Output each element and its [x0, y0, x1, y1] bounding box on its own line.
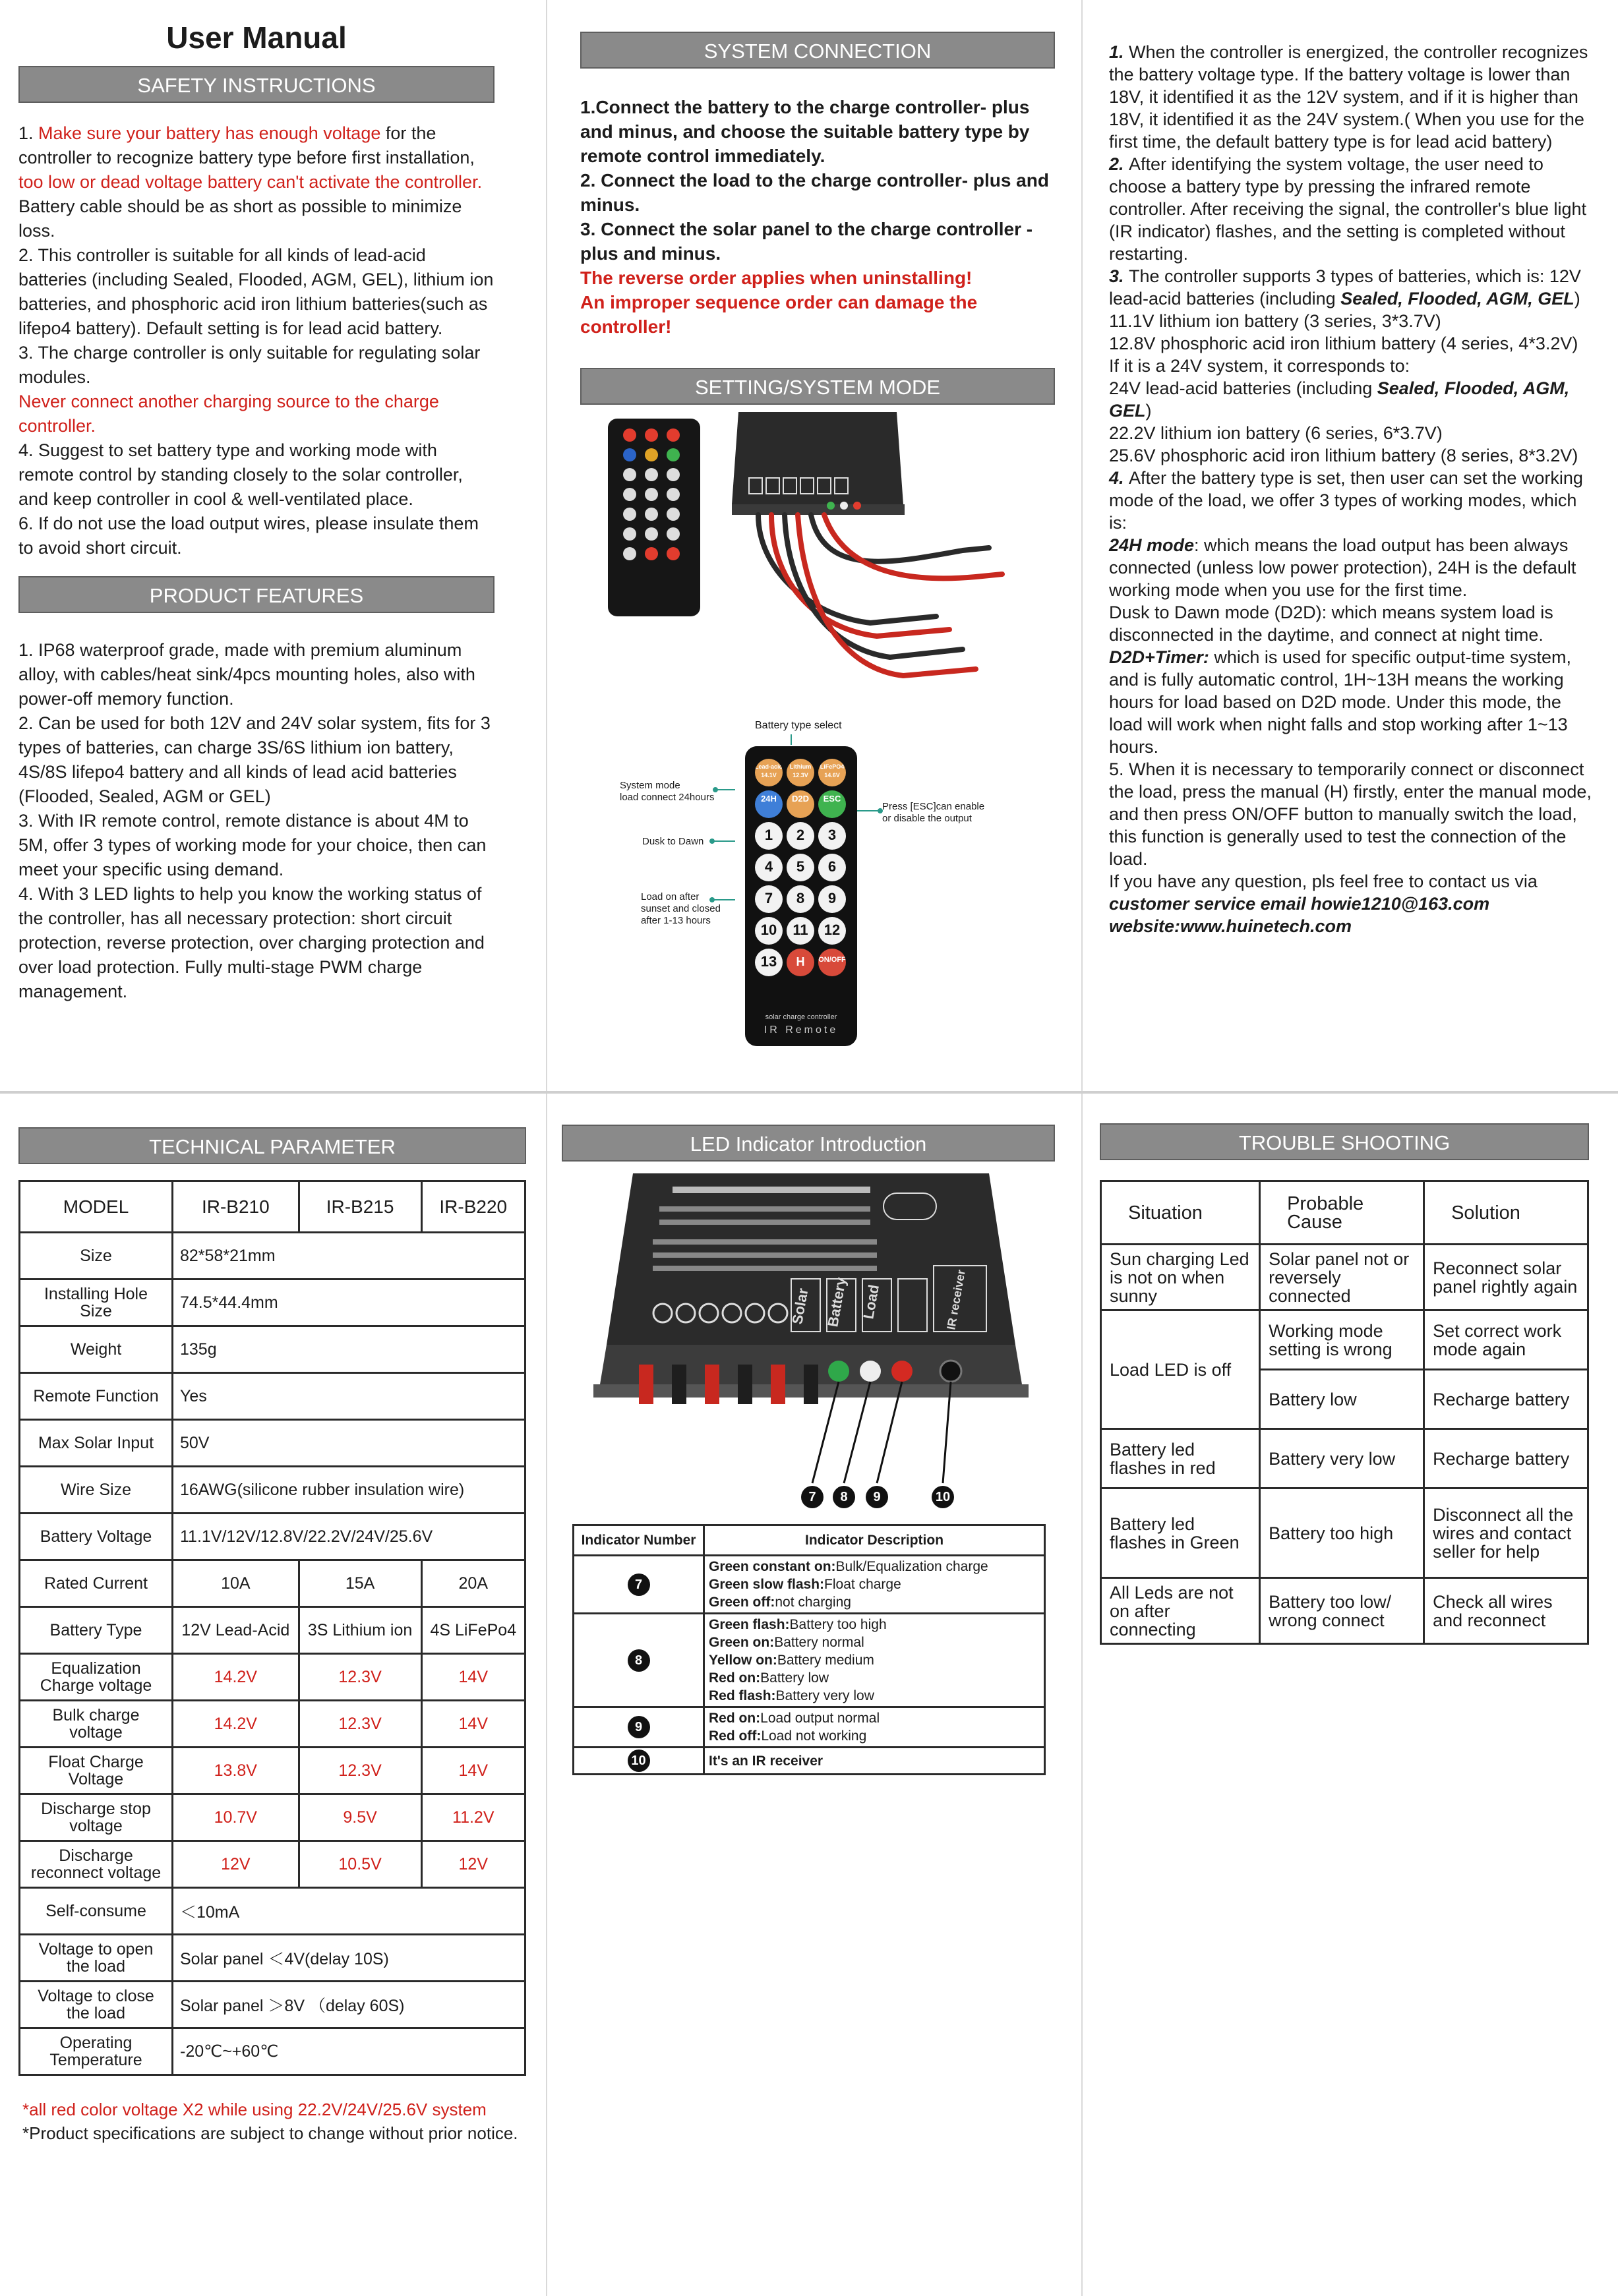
tech-value: 50V [173, 1420, 525, 1467]
tech-row [20, 1560, 525, 1607]
col3-instructions [1109, 41, 1597, 937]
remote-number-key-8[interactable]: 8 [787, 885, 814, 913]
remote-number-key-6[interactable]: 6 [818, 854, 846, 881]
text-run: Sealed, Flooded, AGM, GEL [1340, 289, 1574, 309]
indicator-number [574, 1748, 704, 1775]
indicator-line [709, 1558, 1040, 1575]
tech-value: 11.1V/12V/12.8V/22.2V/24V/25.6V [173, 1514, 525, 1560]
indicator-state: Green slow flash: [709, 1577, 825, 1592]
trouble-row [1101, 1578, 1588, 1644]
text-run: ) [1145, 401, 1152, 421]
indicator-row [574, 1748, 1045, 1775]
indicator-description [704, 1748, 1045, 1775]
indicator-line [709, 1709, 1040, 1727]
tech-value: 14V [421, 1701, 525, 1748]
remote-battery-key-1[interactable]: Lead-acid 14.1V [755, 759, 783, 786]
tech-label: Bulk charge voltage [20, 1701, 173, 1748]
indicator-line [709, 1687, 1040, 1705]
tech-row [20, 1748, 525, 1794]
remote-number-key-1[interactable]: 1 [755, 822, 783, 850]
text-run: 6. If do not use the load output wires, please insulate them to avoid short circuit. [18, 514, 479, 558]
text-run: 24V lead-acid batteries (including [1109, 378, 1377, 398]
feature-item: 4. With 3 LED lights to help you know the working status of the controller, has all necessary protection: short circuit protection, reverse protection, over charging protection and over load protection. Fully multi-stage PWM charge management. [18, 884, 485, 1001]
tech-value: 74.5*44.4mm [173, 1280, 525, 1326]
tech-value: 12.3V [299, 1701, 421, 1748]
safety-item [18, 243, 494, 341]
indicator-meaning: Load not working [761, 1728, 867, 1744]
remote-body [745, 746, 857, 1046]
tech-label: Remote Function [20, 1373, 173, 1420]
trouble-cell: Battery too high [1260, 1488, 1424, 1578]
indicator-meaning: Battery normal [774, 1635, 864, 1650]
indicator-meaning: Load output normal [760, 1711, 880, 1726]
remote-onoff-key[interactable]: ON/OFF [818, 949, 846, 976]
label-system-mode: System mode load connect 24hours [620, 780, 715, 803]
indicator-meaning: Battery low [760, 1670, 829, 1686]
text-run: After the battery type is set, then user can set the working mode of the load, we offer 3 types of working modes, which is: [1109, 468, 1583, 533]
trouble-cell: Reconnect solar panel rightly again [1424, 1245, 1588, 1310]
indicator-line [709, 1593, 1040, 1611]
tech-param-header: TECHNICAL PARAMETER [18, 1127, 526, 1164]
text-run: Never connect another charging source to the charge controller. [18, 392, 439, 436]
connection-step: 1.Connect the battery to the charge controller- plus and minus, and choose the suitable battery type by remote control immediately. [580, 97, 1030, 166]
trouble-cell: Battery very low [1260, 1429, 1424, 1488]
indicator-state: Red off: [709, 1728, 762, 1744]
indicator-description [704, 1707, 1045, 1748]
remote-number-key-9[interactable]: 9 [818, 885, 846, 913]
text-run: 3. The charge controller is only suitable for regulating solar modules. [18, 343, 481, 387]
connection-warning: The reverse order applies when uninstalling! [580, 268, 973, 288]
indicator-description [704, 1556, 1045, 1614]
remote-number-key-10[interactable]: 10 [755, 917, 783, 945]
indicator-line [709, 1727, 1040, 1745]
tech-label: Max Solar Input [20, 1420, 173, 1467]
safety-item [18, 341, 494, 390]
tech-row [20, 1280, 525, 1326]
connection-step: 2. Connect the load to the charge controller- plus and minus. [580, 170, 1049, 215]
trouble-cell: All Leds are not on after connecting [1101, 1578, 1260, 1644]
tech-value: 12.3V [299, 1654, 421, 1701]
indicator-number [574, 1707, 704, 1748]
trouble-cell: Battery led flashes in red [1101, 1429, 1260, 1488]
indicator-state: Red on: [709, 1711, 761, 1726]
instruction-paragraph [1109, 467, 1597, 534]
model-name: IR-B220 [421, 1181, 525, 1233]
remote-diagram [613, 712, 1022, 1048]
tech-value: ＜10mA [173, 1888, 525, 1935]
text-run: 4. Suggest to set battery type and working mode with remote control by standing closely to the solar controller, and keep controller in cool & well-ventilated place. [18, 440, 463, 509]
instruction-paragraph [1109, 893, 1597, 915]
led-term-load: Load [860, 1283, 883, 1320]
text-run: 2. This controller is suitable for all kinds of lead-acid batteries (including Sealed, Flooded, AGM, GEL), lithium ion batteries, and phosphoric acid iron lithium batteries(such as lifepo4 battery). Default setting is for lead acid battery. [18, 245, 494, 338]
feature-item: 2. Can be used for both 12V and 24V solar system, fits for 3 types of batteries, can charge 3S/6S lithium ion battery, 4S/8S lifepo4 battery and all kinds of lead acid batteries (Flooded, Sealed, AGM or GEL) [18, 713, 491, 806]
tech-value: 12V [421, 1841, 525, 1888]
remote-battery-key-2[interactable]: Lithium 12.3V [787, 759, 814, 786]
led-term-solar: Solar [789, 1287, 812, 1326]
tech-row [20, 1467, 525, 1514]
connection-warnings [580, 266, 1055, 339]
tech-value: 14.2V [173, 1654, 299, 1701]
tech-value: Solar panel ＞8V （delay 60S) [173, 1982, 525, 2028]
text-run: website:www.huinetech.com [1109, 916, 1352, 936]
tech-label: Voltage to close the load [20, 1982, 173, 2028]
indicator-header: Indicator Number [574, 1525, 704, 1556]
indicator-number-dot: 7 [628, 1574, 650, 1596]
text-run: 11.1V lithium ion battery (3 series, 3*3.7V) [1109, 311, 1441, 331]
tech-label: Installing Hole Size [20, 1280, 173, 1326]
tech-value: 12V Lead-Acid [173, 1607, 299, 1654]
indicator-meaning: Bulk/Equalization charge [835, 1559, 988, 1574]
tech-value: 82*58*21mm [173, 1233, 525, 1280]
tech-notes [22, 2098, 524, 2145]
text-run: 1. [1109, 42, 1129, 62]
tech-row [20, 1888, 525, 1935]
remote-keypad [753, 757, 849, 978]
tech-row [20, 1841, 525, 1888]
tech-label: Rated Current [20, 1560, 173, 1607]
trouble-cell: Disconnect all the wires and contact seller for help [1424, 1488, 1588, 1578]
instruction-paragraph [1109, 870, 1597, 893]
remote-number-key-4[interactable]: 4 [755, 854, 783, 881]
trouble-header-row [1101, 1181, 1588, 1245]
text-run: : which means the load output has been always connected (unless low power protection), 24H is the default working mode when you use for the first time. [1109, 535, 1576, 600]
tech-label: Wire Size [20, 1467, 173, 1514]
text-run: 3. [1109, 266, 1129, 286]
remote-number-key-11[interactable]: 11 [787, 917, 814, 945]
text-run: customer service email howie1210@163.com [1109, 894, 1490, 914]
fold-line-horizontal [0, 1091, 1618, 1094]
callout-8: 8 [833, 1486, 855, 1508]
connection-steps [580, 95, 1055, 266]
tech-label: Discharge reconnect voltage [20, 1841, 173, 1888]
text-run: Dusk to Dawn mode (D2D): which means system load is disconnected in the daytime, and connect at night time. [1109, 603, 1553, 645]
fold-line-2 [1081, 0, 1083, 2296]
instruction-paragraph [1109, 355, 1597, 377]
tech-label: Self-consume [20, 1888, 173, 1935]
trouble-cell: Recharge battery [1424, 1429, 1588, 1488]
tech-row [20, 1514, 525, 1560]
tech-label: Voltage to open the load [20, 1935, 173, 1982]
text-run: 5. When it is necessary to temporarily connect or disconnect the load, press the manual (H) firstly, enter the manual mode, and then press ON/OFF button to manually switch the load, this function is generally used to test the connection of the load. [1109, 759, 1592, 869]
tech-note-red: *all red color voltage X2 while using 22.2V/24V/25.6V system [22, 2100, 487, 2119]
tech-value: 3S Lithium ion [299, 1607, 421, 1654]
text-run: 12.8V phosphoric acid iron lithium battery (4 series, 4*3.2V) [1109, 334, 1578, 353]
tech-value: 4S LiFePo4 [421, 1607, 525, 1654]
tech-row [20, 1982, 525, 2028]
tech-row [20, 1233, 525, 1280]
tech-value: 10.7V [173, 1794, 299, 1841]
feature-item: 1. IP68 waterproof grade, made with premium aluminum alloy, with cables/heat sink/4pcs mounting holes, also with power-off memory function. [18, 640, 475, 709]
tech-row [20, 1701, 525, 1748]
features-header: PRODUCT FEATURES [18, 576, 494, 613]
safety-item [18, 512, 494, 560]
trouble-row [1101, 1488, 1588, 1578]
instruction-paragraph [1109, 377, 1597, 422]
trouble-cell: Load LED is off [1101, 1310, 1260, 1429]
remote-number-key-7[interactable]: 7 [755, 885, 783, 913]
tech-note-spec: *Product specifications are subject to change without prior notice. [22, 2123, 518, 2143]
tech-row [20, 1794, 525, 1841]
tech-value: 14V [421, 1654, 525, 1701]
tech-value: 16AWG(silicone rubber insulation wire) [173, 1467, 525, 1514]
indicator-number-dot: 10 [628, 1750, 650, 1772]
tech-value: 135g [173, 1326, 525, 1373]
page-title: User Manual [166, 20, 347, 55]
tech-value: 10A [173, 1560, 299, 1607]
col1-top [18, 20, 494, 1004]
indicator-number-dot: 9 [628, 1716, 650, 1738]
remote-manual-h-key[interactable]: H [787, 949, 814, 976]
trouble-row [1101, 1429, 1588, 1488]
safety-instructions [18, 121, 494, 560]
instruction-paragraph [1109, 915, 1597, 937]
indicator-state: Green flash: [709, 1617, 790, 1632]
remote-number-key-5[interactable]: 5 [787, 854, 814, 881]
trouble-row [1101, 1310, 1588, 1370]
tech-value: 11.2V [421, 1794, 525, 1841]
instruction-paragraph [1109, 444, 1597, 467]
indicator-description [704, 1614, 1045, 1707]
trouble-cell: Set correct work mode again [1424, 1310, 1588, 1370]
indicator-meaning: Battery medium [777, 1653, 874, 1668]
system-connection-header: SYSTEM CONNECTION [580, 32, 1055, 69]
remote-sub-label: solar charge controller [765, 1013, 837, 1021]
trouble-header: Situation [1101, 1181, 1260, 1245]
indicator-line [709, 1669, 1040, 1687]
instruction-paragraph [1109, 332, 1597, 355]
indicator-table [572, 1524, 1046, 1775]
tech-value: 14.2V [173, 1701, 299, 1748]
indicator-state: Red on: [709, 1670, 761, 1686]
trouble-cell: Battery too low/ wrong connect [1260, 1578, 1424, 1644]
callout-9: 9 [866, 1486, 888, 1508]
instruction-paragraph [1109, 422, 1597, 444]
feature-item: 3. With IR remote control, remote distance is about 4M to 5M, offer 3 types of working mode for your choice, then can meet your specific using demand. [18, 811, 487, 879]
tech-value: 10.5V [299, 1841, 421, 1888]
indicator-meaning: not charging [775, 1595, 851, 1610]
remote-number-key-12[interactable]: 12 [818, 917, 846, 945]
tech-label: Discharge stop voltage [20, 1794, 173, 1841]
instruction-paragraph [1109, 310, 1597, 332]
instruction-paragraph [1109, 758, 1597, 870]
trouble-table [1100, 1180, 1589, 1645]
indicator-state: Yellow on: [709, 1653, 777, 1668]
indicator-meaning: Battery very low [775, 1688, 874, 1703]
model-name: IR-B215 [299, 1181, 421, 1233]
controller-photo-wires [758, 515, 1002, 676]
indicator-header: Indicator Description [704, 1525, 1045, 1556]
trouble-header: Solution [1424, 1181, 1588, 1245]
model-label: MODEL [20, 1181, 173, 1233]
trouble-cell: Check all wires and reconnect [1424, 1578, 1588, 1644]
label-dusk-to-dawn: Dusk to Dawn [642, 836, 704, 847]
label-load-after: Load on after sunset and closed after 1-13 hours [641, 891, 721, 926]
text-run: Make sure your battery has enough voltage [38, 123, 381, 143]
callout-7: 7 [801, 1486, 824, 1508]
trouble-row [1101, 1245, 1588, 1310]
trouble-cell: Recharge battery [1424, 1370, 1588, 1429]
instruction-paragraph [1109, 534, 1597, 601]
text-run: If you have any question, pls feel free to contact us via [1109, 871, 1538, 891]
safety-item [18, 121, 494, 243]
safety-item [18, 390, 494, 438]
tech-row [20, 2028, 525, 2075]
tech-value: 15A [299, 1560, 421, 1607]
indicator-state: It's an IR receiver [709, 1753, 824, 1769]
trouble-header: TROUBLE SHOOTING [1100, 1123, 1589, 1160]
tech-label: Battery Voltage [20, 1514, 173, 1560]
text-run: If it is a 24V system, it corresponds to: [1109, 356, 1410, 376]
text-run: The controller supports 3 types of batteries, which is: 12V lead-acid batteries (including [1109, 266, 1581, 309]
safety-item [18, 438, 494, 512]
tech-label: Operating Temperature [20, 2028, 173, 2075]
indicator-meaning: Battery too high [789, 1617, 887, 1632]
text-run: 1. [18, 123, 39, 143]
indicator-row [574, 1556, 1045, 1614]
model-name: IR-B210 [173, 1181, 299, 1233]
indicator-meaning: Float charge [824, 1577, 901, 1592]
text-run: 24H mode [1109, 535, 1195, 555]
text-run: 2. [1109, 154, 1129, 174]
remote-battery-key-3[interactable]: LiFePO4 14.6V [818, 759, 846, 786]
text-run: which is used for specific output-time system, and is fully automatic control, 1H~13H means the working hours for load based on D2D mode. Under this mode, the load will work when night falls and stop working after 1~13 hours. [1109, 647, 1572, 757]
tech-value: 13.8V [173, 1748, 299, 1794]
text-run: 4. [1109, 468, 1129, 488]
text-run: 25.6V phosphoric acid iron lithium battery (8 series, 8*3.2V) [1109, 446, 1578, 465]
tech-header-row [20, 1181, 525, 1233]
tech-value: 20A [421, 1560, 525, 1607]
connection-warning: An improper sequence order can damage the controller! [580, 292, 978, 337]
tech-row [20, 1373, 525, 1420]
remote-24h-key[interactable]: 24H [755, 790, 783, 818]
led-term-battery: Battery [824, 1276, 850, 1328]
text-run: After identifying the system voltage, the user need to choose a battery type by pressing the infrared remote controller. After receiving the signal, the controller's blue light (IR indicator) flashes, and the setting is completed without restarting. [1109, 154, 1587, 264]
tech-value: 9.5V [299, 1794, 421, 1841]
instruction-paragraph [1109, 601, 1597, 646]
led-controller-photo [593, 1167, 1029, 1510]
tech-label: Size [20, 1233, 173, 1280]
tech-value: 12V [173, 1841, 299, 1888]
remote-number-key-2[interactable]: 2 [787, 822, 814, 850]
indicator-line [709, 1575, 1040, 1593]
tech-row [20, 1326, 525, 1373]
indicator-line [709, 1651, 1040, 1669]
led-header: LED Indicator Introduction [562, 1125, 1055, 1162]
text-run: too low or dead voltage battery can't activate the controller. [18, 172, 483, 192]
trouble-cell: Sun charging Led is not on when sunny [1101, 1245, 1260, 1310]
indicator-row [574, 1707, 1045, 1748]
text-run: Battery cable should be as short as possible to minimize loss. [18, 196, 462, 241]
tech-value: -20℃~+60℃ [173, 2028, 525, 2075]
tech-param-table [18, 1180, 526, 2076]
remote-d2d-key[interactable]: D2D [787, 790, 814, 818]
indicator-number [574, 1614, 704, 1707]
trouble-cell: Battery led flashes in Green [1101, 1488, 1260, 1578]
tech-label: Equalization Charge voltage [20, 1654, 173, 1701]
tech-row [20, 1935, 525, 1982]
tech-row [20, 1420, 525, 1467]
indicator-line [709, 1616, 1040, 1634]
indicator-number-dot: 8 [628, 1649, 650, 1672]
instruction-paragraph [1109, 265, 1597, 310]
tech-label: Weight [20, 1326, 173, 1373]
instruction-paragraph [1109, 153, 1597, 265]
remote-esc-key[interactable]: ESC [818, 790, 846, 818]
indicator-state: Red flash: [709, 1688, 776, 1703]
callout-10: 10 [932, 1486, 954, 1508]
tech-label: Float Charge Voltage [20, 1748, 173, 1794]
instruction-paragraph [1109, 646, 1597, 758]
trouble-cell: Solar panel not or reversely connected [1260, 1245, 1424, 1310]
col2-top [580, 32, 1055, 405]
remote-number-key-3[interactable]: 3 [818, 822, 846, 850]
tech-value: Solar panel ＜4V(delay 10S) [173, 1935, 525, 1982]
tech-value: Yes [173, 1373, 525, 1420]
text-run: 22.2V lithium ion battery (6 series, 6*3.7V) [1109, 423, 1443, 443]
indicator-line [709, 1634, 1040, 1651]
indicator-state: Green on: [709, 1635, 775, 1650]
instruction-paragraph [1109, 41, 1597, 153]
remote-number-key-13[interactable]: 13 [755, 949, 783, 976]
tech-row [20, 1607, 525, 1654]
text-run: D2D+Timer: [1109, 647, 1209, 667]
trouble-header: Probable Cause [1260, 1181, 1424, 1245]
text-run: When the controller is energized, the controller recognizes the battery voltage type. If the battery voltage is lower than 18V, it identified it as the 12V system, and if it is higher than 18V, it identified it as the 24V system.( When you use for the first time, the default battery type is for lead acid battery) [1109, 42, 1588, 152]
safety-header: SAFETY INSTRUCTIONS [18, 66, 494, 103]
indicator-header-row [574, 1525, 1045, 1556]
connection-step: 3. Connect the solar panel to the charge controller - plus and minus. [580, 219, 1033, 264]
setting-mode-header: SETTING/SYSTEM MODE [580, 368, 1055, 405]
indicator-number [574, 1556, 704, 1614]
text-run: Sealed, Flooded, AGM, GEL [1109, 378, 1570, 421]
led-term-ir-receiver: IR receiver [944, 1268, 968, 1331]
tech-label: Battery Type [20, 1607, 173, 1654]
label-battery-type-select: Battery type select [755, 720, 842, 731]
product-features [18, 638, 494, 1004]
indicator-row [574, 1614, 1045, 1707]
tech-value: 14V [421, 1748, 525, 1794]
tech-row [20, 1654, 525, 1701]
product-photo [593, 399, 1029, 695]
tech-value: 12.3V [299, 1748, 421, 1794]
indicator-state: Green constant on: [709, 1559, 836, 1574]
indicator-state: Green off: [709, 1595, 775, 1610]
text-run: for the controller to recognize battery type before first installation, [18, 123, 475, 167]
remote-footer-label: IR Remote [764, 1024, 839, 1036]
trouble-cell: Working mode setting is wrong [1260, 1310, 1424, 1370]
fold-line-1 [546, 0, 547, 2296]
trouble-cell: Battery low [1260, 1370, 1424, 1429]
label-press-esc: Press [ESC]can enable or disable the output [882, 801, 985, 824]
text-run: ) [1574, 289, 1580, 309]
indicator-line [709, 1752, 1040, 1770]
